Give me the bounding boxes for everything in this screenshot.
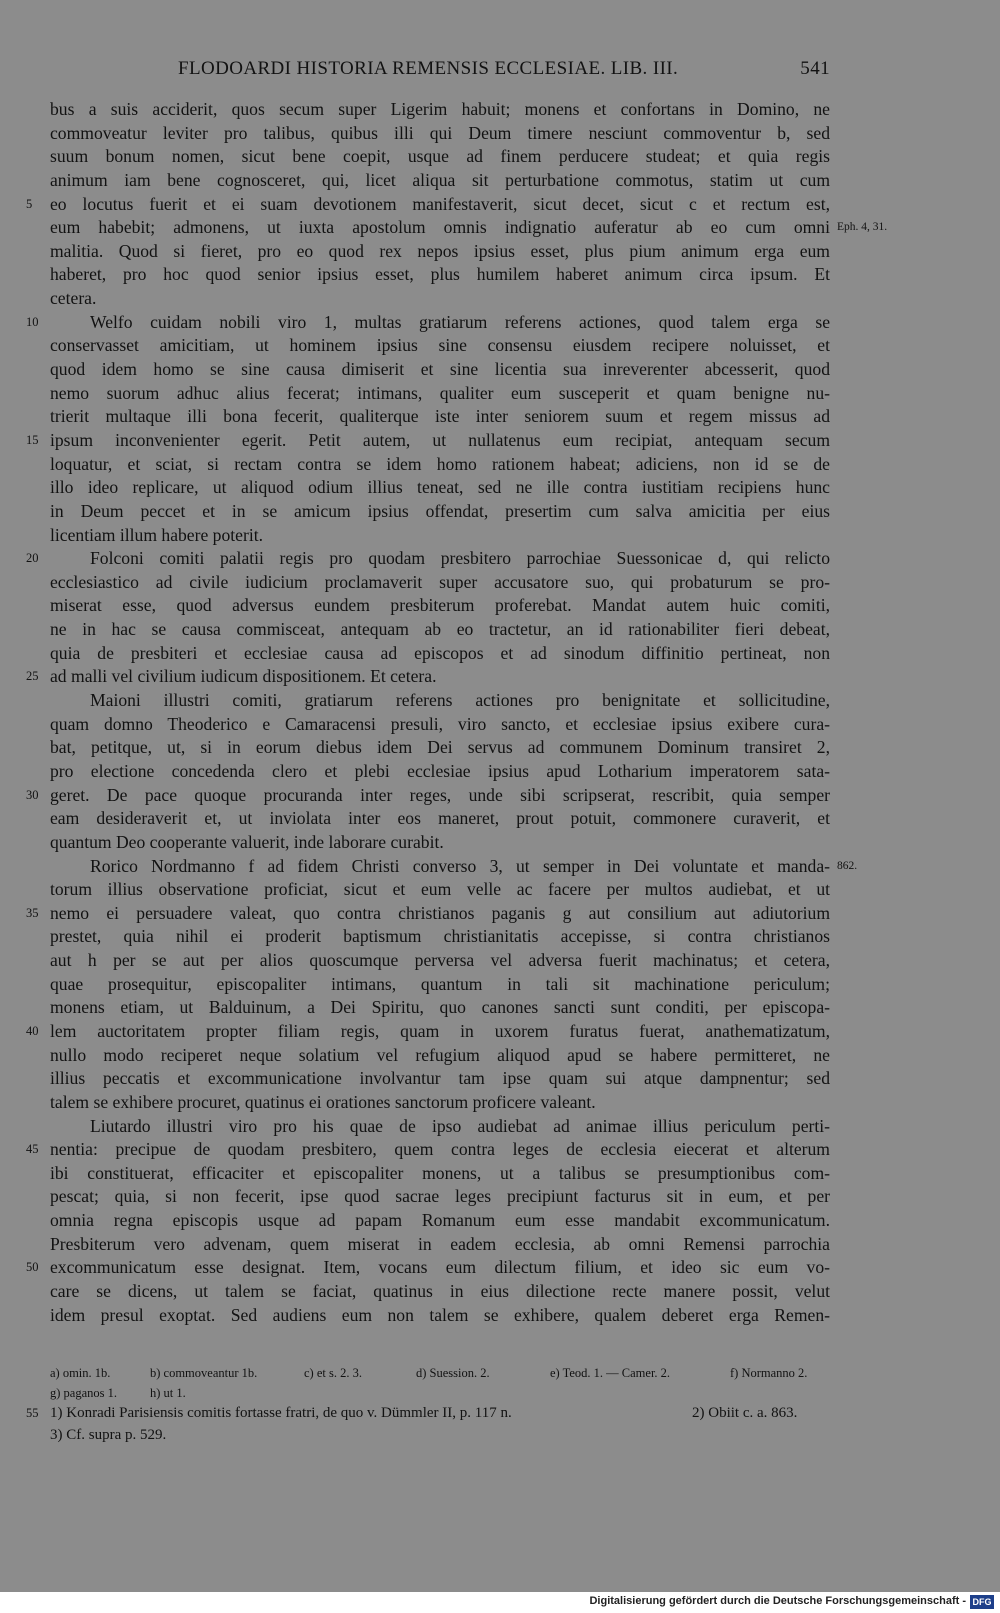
text-line <box>50 524 830 548</box>
text-line <box>50 98 830 122</box>
text-line <box>50 571 830 595</box>
line-text: omnia regna episcopis usque ad papam Romanum eum esse mandabit excommunicatum. <box>50 1210 830 1231</box>
header-title: FLODOARDI HISTORIA REMENSIS ECCLESIAE. LIB. III. <box>178 58 679 79</box>
text-line <box>50 1115 830 1139</box>
text-line <box>50 476 830 500</box>
line-number: 45 <box>26 1142 39 1157</box>
note-entry: 2) Obiit c. a. 863. <box>692 1405 798 1421</box>
text-line <box>26 784 830 808</box>
text-line <box>26 429 830 453</box>
text-line <box>26 193 830 217</box>
line-text: quantum Deo cooperante valuerit, inde laborare curabit. <box>50 831 444 852</box>
line-text: nentia: precipue de quodam presbitero, quem contra leges de ecclesia eiecerat et alterum <box>50 1139 830 1160</box>
line-text: loquatur, et sciat, si rectam contra se idem homo rationem habeat; adiciens, non id se de <box>50 453 830 474</box>
text-line <box>50 689 830 713</box>
text-line <box>50 855 858 879</box>
line-text: bus a suis acciderit, quos secum super Ligerim habuit; monens et confortans in Domino, ne <box>50 99 830 119</box>
line-text: Folconi comiti palatii regis pro quodam presbitero parrochiae Suessonicae d, qui relicto <box>90 548 830 569</box>
line-text: ipsum inconvenienter egerit. Petit autem, ut nullatenus eum recipiat, antequam secum <box>50 429 830 450</box>
line-text: torum illius observatione proficiat, sicut et eum velle ac facere per multos audiebat, et ut <box>50 879 830 900</box>
text-line <box>50 500 830 524</box>
text-line <box>50 618 830 642</box>
apparatus-entry: a) omin. 1b. <box>50 1366 111 1380</box>
line-text: ecclesiastico ad civile iudicium proclamaverit super accusatore suo, qui probaturum se pro- <box>50 571 830 592</box>
line-text: animum iam bene cognosceret, qui, licet aliqua sit perturbatione commotus, statim ut cum <box>50 169 830 190</box>
text-line <box>50 949 830 973</box>
text-line <box>50 382 830 406</box>
text-line <box>50 594 830 618</box>
text-line <box>26 547 830 571</box>
text-line <box>50 1304 830 1328</box>
text-line <box>50 1162 830 1186</box>
line-text: Welfo cuidam nobili viro 1, multas gratiarum referens actiones, quod talem erga se <box>90 311 830 332</box>
line-text: talem se exhibere procuret, quatinus ei orationes sanctorum proficere valeant. <box>50 1091 596 1112</box>
line-text: eam desideraverit et, ut inviolata inter eos maneret, prout potuit, commonere curaverit, et <box>50 808 830 829</box>
text-line <box>50 1233 830 1257</box>
line-text: licentiam illum habere poterit. <box>50 524 264 545</box>
line-text: Presbiterum vero advenam, quem miserat in eadem ecclesia, ab omni Remensi parrochia <box>50 1233 830 1254</box>
apparatus-entry: g) paganos 1. <box>50 1386 117 1400</box>
text-line <box>50 263 830 287</box>
text-line <box>26 311 830 335</box>
line-text: pescat; quia, si non fecerit, ipse quod sacrae leges precipiunt facturus sit in eum, et per <box>50 1186 830 1207</box>
line-text: aut h per se aut per alios quoscumque perversa vel adversa fuerit machinatus; et cetera, <box>50 950 830 971</box>
text-line <box>50 1067 830 1091</box>
line-text: quae prosequitur, episcopaliter intimans, quantum in tali sit machinatione periculum; <box>50 973 830 994</box>
line-number: 25 <box>26 669 39 684</box>
line-text: illius peccatis et excommunicatione involvantur tam ipse quam sui atque dampnentur; sed <box>50 1068 830 1089</box>
margin-note: Eph. 4, 31. <box>837 221 888 234</box>
credit-bar <box>0 1592 1000 1613</box>
line-text: nemo suorum adhuc alius fecerat; intimans, qualiter eum susceperit et quam benigne nu- <box>50 382 830 403</box>
line-text: prestet, quia nihil ei proderit baptismum christianitatis accepisse, si contra christianos <box>50 926 830 947</box>
text-line <box>50 807 830 831</box>
line-text: quam domno Theoderico e Camaracensi presuli, viro sancto, et ecclesiae ipsius exibere cura- <box>50 713 830 734</box>
line-text: Rorico Nordmanno f ad fidem Christi converso 3, ut semper in Dei voluntate et manda- <box>90 855 830 876</box>
line-text: geret. De pace quoque procuranda inter reges, unde sibi scripserat, rescribit, quia semper <box>50 784 830 805</box>
line-text: commoveatur leviter pro talibus, quibus illi qui Deum timere nesciunt commoventur b, sed <box>50 122 830 143</box>
line-number: 15 <box>26 432 39 447</box>
line-text: Liutardo illustri viro pro his quae de ipso audiebat ad animae illius periculum perti- <box>90 1115 830 1136</box>
margin-note: 862. <box>837 859 858 872</box>
text-line <box>26 1138 830 1162</box>
line-text: suum bonum nomen, sicut bene coepit, usque ad finem perducere studeat; et quia regis <box>50 146 830 167</box>
line-text: Maioni illustri comiti, gratiarum referens actiones pro benignitate et sollicitudine, <box>90 690 830 711</box>
text-line <box>26 1020 830 1044</box>
line-text: in Deum peccet et in se amicum ipsius offendat, presertim cum salva amicitia per eius <box>50 500 830 521</box>
text-line <box>50 1044 830 1068</box>
note-entry: 3) Cf. supra p. 529. <box>50 1427 167 1443</box>
text-line <box>50 169 830 193</box>
dfg-logo-icon: DFG <box>970 1595 994 1609</box>
text-line <box>50 334 830 358</box>
line-text: nemo ei persuadere valeat, quo contra christianos paganis g aut consilium aut adiutorium <box>50 902 830 923</box>
note-entry: 1) Konradi Parisiensis comitis fortasse fratri, de quo v. Dümmler II, p. 117 n. <box>50 1405 512 1421</box>
line-text: monens etiam, ut Balduinum, a Dei Spiritu, quo canones sancti sunt conditi, per episcopa- <box>50 997 830 1018</box>
text-line <box>50 878 830 902</box>
text-line <box>50 642 830 666</box>
text-line <box>50 145 830 169</box>
text-line <box>50 713 830 737</box>
text-line <box>50 973 830 997</box>
line-text: idem presul exoptat. Sed audiens eum non talem se exhibere, qualem deberet erga Remen- <box>50 1304 830 1325</box>
line-text: cetera. <box>50 288 97 309</box>
line-text: malitia. Quod si fieret, pro eo quod rex nepos ipsius esset, plus pium animum erga eum <box>50 240 830 261</box>
text-line <box>50 996 830 1020</box>
text-line <box>50 453 830 477</box>
apparatus-line <box>50 1363 830 1383</box>
line-number: 35 <box>26 905 39 920</box>
line-text: excommunicatum esse designat. Item, vocans eum dilectum filium, et ideo sic eum vo- <box>50 1257 830 1278</box>
apparatus-entry: h) ut 1. <box>150 1386 186 1400</box>
line-text: haberet, pro hoc quod senior ipsius esset, plus humilem haberet animum circa ipsum. Et <box>50 264 830 285</box>
text-line <box>50 925 830 949</box>
explanatory-notes <box>26 1402 830 1446</box>
text-line <box>50 1280 830 1304</box>
line-text: nullo modo reciperet neque solatium vel refugium aliquod apud se habere permitteret, ne <box>50 1044 830 1065</box>
text-line <box>50 1091 830 1115</box>
apparatus-entry: c) et s. 2. 3. <box>304 1366 362 1380</box>
line-text: eum habebit; admonens, ut iuxta apostolum omnis indignatio auferatur ab eo cum omni <box>50 217 830 238</box>
page-number: 541 <box>800 58 830 79</box>
line-number: 55 <box>26 1406 39 1420</box>
line-number: 40 <box>26 1023 39 1038</box>
line-number: 10 <box>26 314 39 329</box>
line-number: 20 <box>26 551 39 566</box>
text-line <box>50 240 830 264</box>
line-text: eo locutus fuerit et ei suam devotionem manifestaverit, sicut decet, sicut c et rectum est, <box>50 193 830 214</box>
text-line <box>50 1185 830 1209</box>
text-line <box>26 902 830 926</box>
line-text: pro electione concedenda clero et plebi ecclesiae ipsius apud Lotharium imperatorem sata- <box>50 760 830 781</box>
critical-apparatus <box>50 1363 830 1403</box>
main-text <box>26 98 888 1327</box>
text-line <box>50 736 830 760</box>
text-line <box>50 287 830 311</box>
line-text: ibi constituerat, efficaciter et episcopaliter monens, ut a talibus se presumptionibus com- <box>50 1162 830 1183</box>
line-number: 50 <box>26 1260 39 1275</box>
line-text: quia de presbiteri et ecclesiae causa ad episcopos et ad sinodum diffinitio pertineat, non <box>50 642 830 663</box>
text-line <box>50 122 830 146</box>
text-line <box>50 405 830 429</box>
apparatus-entry: b) commoveantur 1b. <box>150 1366 258 1380</box>
line-text: ad malli vel civilium iudicum dispositionem. Et cetera. <box>50 666 437 687</box>
text-line <box>50 1209 830 1233</box>
apparatus-entry: f) Normanno 2. <box>730 1366 808 1380</box>
note-line <box>26 1402 830 1424</box>
line-text: trierit multaque illi bona fecerit, qualiterque iste inter seniorem suum et regem missus ad <box>50 406 830 427</box>
apparatus-entry: d) Suession. 2. <box>416 1366 490 1380</box>
line-text: bat, petitque, ut, si in eorum diebus idem Dei servus ad communem Dominum transiret 2, <box>50 737 830 758</box>
line-number: 5 <box>26 196 33 211</box>
line-text: ne in hac se causa commisceat, antequam ab eo tractetur, an id rationabiliter fieri debeat, <box>50 619 830 640</box>
text-line <box>50 760 830 784</box>
text-line <box>50 831 830 855</box>
line-number: 30 <box>26 787 39 802</box>
text-line <box>50 358 830 382</box>
text-line <box>26 1256 830 1280</box>
dfg-credit-text: Digitalisierung gefördert durch die Deutsche Forschungsgemeinschaft - <box>589 1595 966 1607</box>
line-text: care se dicens, ut talem se faciat, quatinus in eius dilectione recte manere possit, velut <box>50 1281 830 1302</box>
line-text: quod idem homo se sine causa dimiserit et sine licentia sua inreverenter abcesserit, quod <box>50 359 830 380</box>
text-line <box>26 665 830 689</box>
line-text: miserat esse, quod adversus eundem presbiterum proferebat. Mandat autem huic comiti, <box>50 595 830 616</box>
apparatus-entry: e) Teod. 1. — Camer. 2. <box>550 1366 671 1380</box>
line-text: lem auctoritatem propter filiam regis, quam in uxorem furatus fuerat, anathematizatum, <box>50 1020 830 1041</box>
apparatus-line <box>50 1383 830 1403</box>
line-text: conservasset amicitiam, ut hominem ipsius sine consensu eiusdem recipere noluisset, et <box>50 335 830 356</box>
line-text: illo ideo replicare, ut aliquod odium illius teneat, sed ne ille contra iustitiam recipiens hunc <box>50 477 830 498</box>
note-line <box>50 1424 830 1446</box>
text-line <box>50 216 888 240</box>
